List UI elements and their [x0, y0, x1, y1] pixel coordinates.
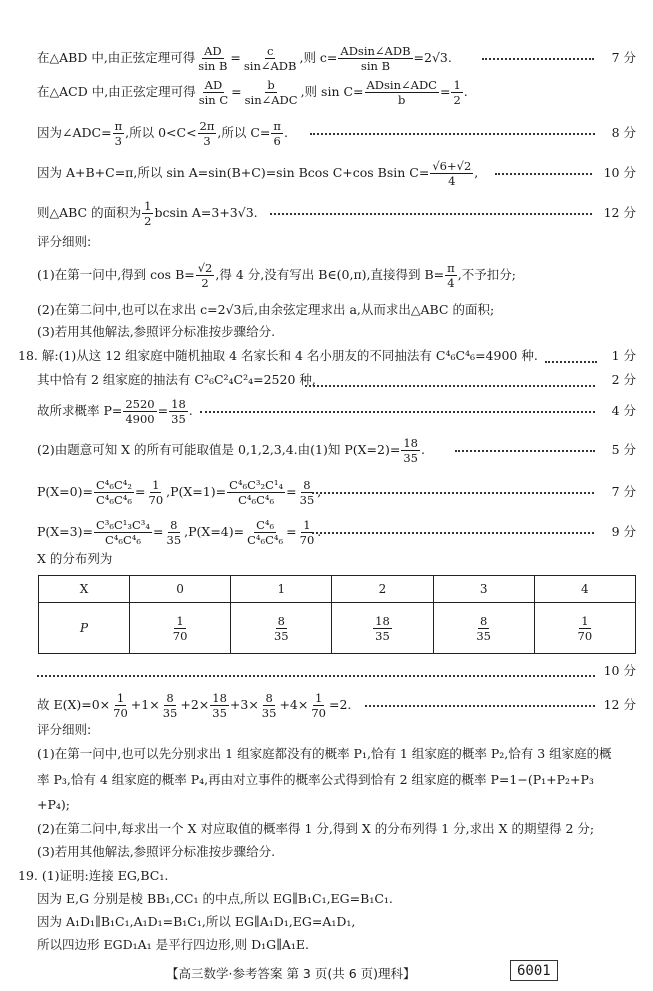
numerator: ADsin∠ADB: [340, 44, 411, 58]
dot-leader: [482, 58, 594, 60]
numerator: 18: [171, 397, 186, 411]
table-cell: 4: [534, 576, 635, 603]
score-points: 10 分: [603, 165, 636, 180]
page-footer: 【高三数学·参考答案 第 3 页(共 6 页)理科】: [166, 966, 416, 981]
fraction: [94, 479, 134, 506]
text: ,P(X=4)=: [184, 524, 245, 539]
denominator: 35: [261, 706, 277, 720]
denominator: 70: [577, 628, 593, 643]
numerator: 18: [212, 691, 227, 705]
denominator: 70: [299, 533, 315, 547]
dot-leader: [270, 213, 592, 215]
dot-leader: [310, 133, 595, 135]
fraction: [169, 398, 188, 425]
denominator: C⁴₆C⁴₆: [238, 493, 275, 507]
text: ,: [474, 165, 479, 180]
text: 则△ABC 的面积为: [37, 205, 142, 220]
denominator: 35: [212, 706, 227, 720]
text: =: [286, 484, 297, 499]
denominator: sin C: [198, 93, 229, 107]
numerator: 1: [152, 478, 160, 492]
table-cell: 3: [433, 576, 534, 603]
text: =: [439, 84, 451, 99]
numerator: π: [273, 119, 281, 133]
dot-leader: [305, 385, 595, 387]
fraction: [227, 479, 285, 506]
denominator: C⁴₆C⁴₆: [247, 533, 284, 547]
text: =2.: [328, 697, 352, 712]
denominator: sin∠ADB: [243, 59, 297, 73]
score-points: 10 分: [603, 663, 636, 678]
numerator: C³₆C¹₃C³₄: [95, 518, 151, 532]
text: (2)由题意可知 X 的所有可能取值是 0,1,2,3,4.由(1)知 P(X=2)=: [37, 442, 401, 457]
numerator: 1: [315, 691, 323, 705]
fraction: [271, 120, 283, 147]
numerator: 8: [277, 613, 285, 628]
table-cell: X: [39, 576, 130, 603]
score-points: 8 分: [611, 125, 636, 140]
numerator: √2: [197, 261, 213, 275]
fraction: [94, 519, 152, 546]
q18-line-2: 其中恰有 2 组家庭的抽法有 C²₆C²₄C²₄=2520 种,: [37, 372, 316, 387]
q17-rubric-title: 评分细则:: [37, 234, 92, 249]
numerator: 18: [403, 436, 418, 450]
text: ,得 4 分,没有写出 B∈(0,π),直接得到 B=: [215, 267, 445, 282]
score-points: 12 分: [603, 205, 636, 220]
fraction: [576, 615, 595, 642]
text: 在△ACD 中,由正弦定理可得: [37, 84, 196, 99]
text: P(X=3)=: [37, 524, 93, 539]
denominator: 2: [453, 93, 461, 107]
fraction: [113, 120, 125, 147]
text: =: [153, 524, 164, 539]
numerator: 1: [303, 518, 311, 532]
text: ,则 c=: [299, 50, 338, 65]
denominator: sin B: [198, 59, 228, 73]
q18-line-5: [37, 479, 321, 506]
dot-leader: [545, 361, 597, 363]
denominator: 4: [448, 174, 456, 188]
q17-line-2: [37, 79, 468, 106]
denominator: 3: [114, 134, 122, 148]
text: ,不予扣分;: [457, 267, 516, 282]
q18-line-1: 18. 解:(1)从这 12 组家庭中随机抽取 4 名家长和 4 名小朋友的不同抽法有 C⁴₆C⁴₆=4900 种.: [18, 348, 538, 363]
text: P(X=0)=: [37, 484, 93, 499]
fraction: [196, 262, 215, 289]
denominator: 2: [201, 276, 209, 290]
table-cell: 1: [231, 576, 332, 603]
fraction: [243, 79, 300, 106]
q18-rubric-1b: 率 P₃,恰有 4 组家庭的概率 P₄,再由对立事件的概率公式得到恰有 2 组家庭的概率 P=1−(P₁+P₂+P₃: [37, 772, 594, 787]
numerator: AD: [204, 44, 222, 58]
denominator: sin∠ADC: [244, 93, 298, 107]
table-row: [39, 603, 636, 654]
numerator: 1: [176, 613, 184, 628]
dot-leader: [495, 173, 592, 175]
q19-line-4: 所以四边形 EGD₁A₁ 是平行四边形,则 D₁G∥A₁E.: [37, 937, 310, 952]
numerator: π: [114, 119, 123, 133]
table-cell: P: [39, 603, 130, 654]
score-points: 7 分: [611, 484, 636, 499]
denominator: 3: [203, 134, 211, 148]
numerator: 2520: [125, 397, 155, 411]
table-row: [39, 576, 636, 603]
fraction: [451, 79, 462, 106]
fraction: [365, 79, 439, 106]
fraction: [198, 120, 217, 147]
dot-leader: [312, 492, 594, 494]
numerator: c: [266, 44, 274, 58]
q19-line-3: 因为 A₁D₁∥B₁C₁,A₁D₁=B₁C₁,所以 EG∥A₁D₁,EG=A₁D₁,: [37, 914, 356, 929]
q18-rubric-1c: +P₄);: [37, 797, 70, 812]
fraction: [111, 692, 130, 719]
numerator: π: [447, 261, 455, 275]
q17-rubric-2: (2)在第二问中,也可以在求出 c=2√3后,由余弦定理求出 a,从而求出△ABC 的面积;: [37, 302, 495, 317]
table-cell: 0: [130, 576, 231, 603]
numerator: C⁴₆C⁴₂: [95, 478, 133, 492]
text: 故 E(X)=0×: [37, 697, 111, 712]
q18-expectation: [37, 692, 351, 719]
fraction: [196, 45, 229, 72]
denominator: 4900: [125, 412, 155, 426]
text: ,所以 0<C<: [125, 125, 197, 140]
q17-rubric-1: [37, 262, 516, 289]
q18-rubric-title: 评分细则:: [37, 722, 92, 737]
q19-line-1: 19. (1)证明:连接 EG,BC₁.: [18, 868, 169, 883]
q17-rubric-3: (3)若用其他解法,参照评分标准按步骤给分.: [37, 324, 276, 339]
text: .: [317, 524, 322, 539]
table-cell: [332, 603, 433, 654]
fraction: [147, 479, 166, 506]
denominator: 35: [171, 412, 186, 426]
denominator: 6: [273, 134, 281, 148]
text: +3×: [229, 697, 259, 712]
numerator: 8: [265, 691, 273, 705]
numerator: C⁴₆C³₂C¹₄: [229, 478, 284, 492]
numerator: 1: [453, 78, 461, 92]
fraction: [123, 398, 156, 425]
text: ,: [317, 484, 322, 499]
text: =: [230, 50, 241, 65]
denominator: 35: [403, 451, 418, 465]
table-cell: [433, 603, 534, 654]
score-points: 1 分: [611, 348, 636, 363]
q18-line-4: [37, 437, 425, 464]
q18-rubric-3: (3)若用其他解法,参照评分标准按步骤给分.: [37, 844, 276, 859]
q17-line-5: [37, 200, 258, 227]
denominator: 2: [144, 214, 152, 228]
text: .: [188, 403, 193, 418]
denominator: 35: [375, 628, 390, 643]
denominator: 70: [148, 493, 164, 507]
denominator: 35: [476, 628, 491, 643]
text: bcsin A=3+3√3.: [154, 205, 258, 220]
numerator: b: [267, 78, 275, 92]
text: 因为 A+B+C=π,所以 sin A=sin(B+C)=sin Bcos C+cos Bsin C=: [37, 165, 430, 180]
q18-rubric-1a: (1)在第一问中,也可以先分别求出 1 组家庭都没有的概率 P₁,恰有 1 组家庭的概率 P₂,恰有 3 组家庭的概: [37, 746, 612, 761]
score-points: 2 分: [611, 372, 636, 387]
denominator: 70: [172, 628, 188, 643]
q17-line-3: [37, 120, 288, 147]
numerator: 1: [144, 199, 152, 213]
fraction: [309, 692, 328, 719]
denominator: 35: [162, 706, 178, 720]
dot-leader: [312, 532, 594, 534]
paper-code: 6001: [510, 960, 558, 981]
fraction: [272, 615, 291, 642]
numerator: AD: [204, 78, 223, 92]
numerator: 2π: [199, 119, 215, 133]
text: ,所以 C=: [217, 125, 271, 140]
fraction: [245, 519, 285, 546]
q17-line-1: [37, 45, 452, 72]
dot-leader: [200, 411, 595, 413]
score-points: 9 分: [611, 524, 636, 539]
text: (1)在第一问中,得到 cos B=: [37, 267, 195, 282]
fraction: [445, 262, 457, 289]
text: +1×: [130, 697, 160, 712]
denominator: C⁴₆C⁴₆: [104, 533, 142, 547]
denominator: 35: [166, 533, 182, 547]
text: =: [231, 84, 242, 99]
text: +2×: [180, 697, 210, 712]
fraction: [430, 160, 473, 187]
denominator: b: [398, 93, 406, 107]
fraction: [338, 45, 412, 72]
denominator: 70: [311, 706, 326, 720]
score-points: 4 分: [611, 403, 636, 418]
text: =: [286, 524, 297, 539]
numerator: 8: [166, 691, 174, 705]
q18-rubric-2: (2)在第二问中,每求出一个 X 对应取值的概率得 1 分,得到 X 的分布列得 1 分,求出 X 的期望得 2 分;: [37, 821, 595, 836]
text: 在△ABD 中,由正弦定理可得: [37, 50, 196, 65]
denominator: sin B: [360, 59, 391, 73]
text: .: [283, 125, 288, 140]
dot-leader: [37, 675, 595, 677]
text: 故所求概率 P=: [37, 403, 123, 418]
text: =: [157, 403, 169, 418]
text: =: [135, 484, 146, 499]
table-cell: [130, 603, 231, 654]
score-points: 7 分: [611, 50, 636, 65]
score-points: 5 分: [611, 442, 636, 457]
fraction: [242, 45, 299, 72]
denominator: 70: [113, 706, 128, 720]
fraction: [210, 692, 229, 719]
text: =2√3.: [413, 50, 452, 65]
distribution-table: [38, 575, 636, 654]
text: .: [420, 442, 425, 457]
table-cell: [534, 603, 635, 654]
text: ,P(X=1)=: [166, 484, 227, 499]
text: 因为∠ADC=: [37, 125, 112, 140]
fraction: [171, 615, 190, 642]
text: +4×: [279, 697, 309, 712]
dot-leader: [365, 705, 595, 707]
numerator: 8: [170, 518, 178, 532]
text: ,则 sin C=: [300, 84, 364, 99]
q18-line-6: [37, 519, 321, 546]
fraction: [474, 615, 493, 642]
fraction: [165, 519, 184, 546]
numerator: 18: [375, 613, 390, 628]
fraction: [142, 200, 153, 227]
distribution-title: X 的分布列为: [37, 551, 113, 566]
table-cell: 2: [332, 576, 433, 603]
q19-line-2: 因为 E,G 分别是棱 BB₁,CC₁ 的中点,所以 EG∥B₁C₁,EG=B₁C₁.: [37, 891, 393, 906]
numerator: ADsin∠ADC: [366, 78, 437, 92]
denominator: C⁴₆C⁴₆: [95, 493, 133, 507]
fraction: [161, 692, 180, 719]
numerator: 1: [116, 691, 125, 705]
denominator: 35: [299, 493, 315, 507]
denominator: 35: [273, 628, 289, 643]
fraction: [260, 692, 279, 719]
q17-line-4: [37, 160, 478, 187]
table-cell: [231, 603, 332, 654]
numerator: C⁴₆: [256, 518, 275, 532]
fraction: [197, 79, 230, 106]
numerator: 8: [479, 613, 488, 628]
fraction: [373, 615, 392, 642]
numerator: √6+√2: [432, 159, 472, 173]
q18-line-3: [37, 398, 193, 425]
dot-leader: [455, 450, 595, 452]
text: .: [463, 84, 468, 99]
fraction: [401, 437, 420, 464]
score-points: 12 分: [603, 697, 636, 712]
numerator: 1: [581, 613, 589, 628]
numerator: 8: [303, 478, 311, 492]
denominator: 4: [447, 276, 455, 290]
